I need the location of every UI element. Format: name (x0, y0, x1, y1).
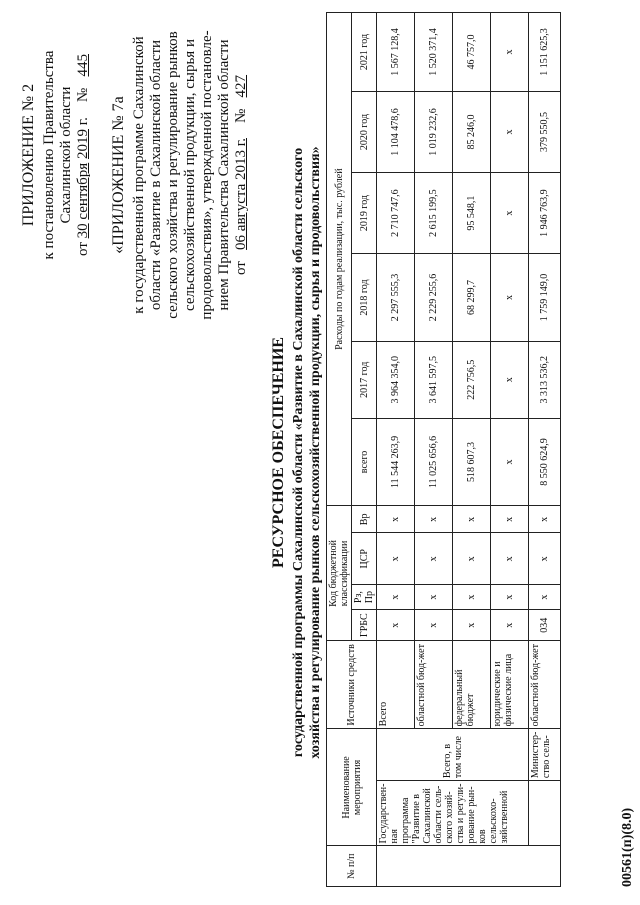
header-expenses: Расходы по годам реализации, тыс. рублей (327, 13, 352, 506)
cell-total: 8 550 624,9 (529, 418, 561, 506)
cell-program-name: Государствен-ная программа "Развитие в Сахалинской области сель-ского хозяй-ства и регули-рование рын-ков сельскохо-зяйственной (377, 781, 529, 846)
appendix-7a-no-label: № (233, 108, 249, 124)
cell-ministry: Министер-ство сель- (529, 729, 561, 781)
cell-rzpr: х (529, 585, 561, 610)
appendix-7a-line2: области «Развитие в Сахалинской области (148, 39, 164, 311)
cell-csr: х (377, 533, 415, 585)
cell-grbs: 034 (529, 609, 561, 641)
header-year-2019: 2019 год (352, 173, 377, 254)
cell-2018: 2 297 555,3 (377, 254, 415, 342)
cell-2021: 1 520 371,4 (415, 13, 453, 92)
cell-2019: 2 615 199,5 (415, 173, 453, 254)
cell-2020: 1 104 478,6 (377, 91, 415, 172)
appendix-7a-date-prefix: от (233, 261, 249, 276)
cell-csr: х (453, 533, 491, 585)
cell-2020: 379 550,5 (529, 91, 561, 172)
header-year-2021: 2021 год (352, 13, 377, 92)
cell-2019: 1 946 763,9 (529, 173, 561, 254)
cell-2018: 1 759 149,0 (529, 254, 561, 342)
header-csr: ЦСР (352, 533, 377, 585)
cell-2021: 1 151 625,3 (529, 13, 561, 92)
appendix-2-date-prefix: от (75, 242, 91, 256)
appendix-7a-line4: сельскохозяйственной продукции, сырья и (182, 39, 198, 311)
cell-2019: х (491, 173, 529, 254)
cell-vr: х (453, 506, 491, 533)
appendix-2-title: ПРИЛОЖЕНИЕ № 2 (20, 83, 37, 227)
cell-group-all: Всего, в том числе (377, 729, 529, 781)
appendix-2-block (20, 45, 92, 265)
header-year-2018: 2018 год (352, 254, 377, 342)
cell-vr: х (491, 506, 529, 533)
header-year-2020: 2020 год (352, 91, 377, 172)
header-num: № п/п (327, 846, 377, 887)
cell-2017: 3 641 597,5 (415, 341, 453, 418)
cell-total: 518 607,3 (453, 418, 491, 506)
appendix-2-line2: Сахалинской области (58, 86, 74, 224)
table-row (529, 13, 561, 887)
cell-rzpr: х (491, 585, 529, 610)
cell-2021: 46 757,0 (453, 13, 491, 92)
table-row (377, 13, 415, 887)
cell-grbs: х (491, 609, 529, 641)
cell-2020: х (491, 91, 529, 172)
appendix-2-no-value: 445 (75, 54, 91, 77)
appendix-7a-line1: к государственной программе Сахалинской (131, 36, 147, 314)
cell-2020: 85 246,0 (453, 91, 491, 172)
cell-2019: 95 548,1 (453, 173, 491, 254)
cell-program-name-cont (529, 781, 561, 846)
cell-rzpr: х (453, 585, 491, 610)
cell-2021: 1 567 128,4 (377, 13, 415, 92)
cell-2017: 3 313 536,2 (529, 341, 561, 418)
document-subtitle-line1: государственной программы Сахалинской области «Развитие в Сахалинской области сельского (291, 147, 306, 758)
cell-rzpr: х (415, 585, 453, 610)
header-total: всего (352, 418, 377, 506)
cell-csr: х (491, 533, 529, 585)
appendix-7a-date-value: 06 августа 2013 г. (233, 138, 249, 250)
cell-rzpr: х (377, 585, 415, 610)
appendix-7a-date-line (233, 25, 250, 325)
cell-source: областной бюд-жет (529, 641, 561, 729)
cell-2021: х (491, 13, 529, 92)
cell-total: х (491, 418, 529, 506)
header-year-2017: 2017 год (352, 341, 377, 418)
cell-2020: 1 019 232,6 (415, 91, 453, 172)
cell-vr: х (529, 506, 561, 533)
cell-csr: х (529, 533, 561, 585)
table-header-row (327, 13, 352, 887)
appendix-2-date-year: 2019 (75, 129, 91, 160)
cell-grbs: х (453, 609, 491, 641)
resource-table (326, 12, 561, 887)
header-vr: Вр (352, 506, 377, 533)
appendix-7a-block (110, 25, 250, 325)
appendix-2-no-label: № (75, 87, 91, 103)
cell-vr: х (415, 506, 453, 533)
cell-2018: х (491, 254, 529, 342)
appendix-2-date-suffix: г. (75, 117, 91, 126)
cell-total: 11 544 263,9 (377, 418, 415, 506)
cell-csr: х (415, 533, 453, 585)
appendix-7a-line6: нием Правительства Сахалинской области (216, 39, 232, 311)
appendix-7a-line3: сельского хозяйства и регулирование рынков (165, 31, 181, 319)
header-source: Источники средств (327, 641, 377, 729)
cell-2018: 68 299,7 (453, 254, 491, 342)
cell-source: Всего (377, 641, 415, 729)
header-budget-code: Код бюджетной классификации (327, 506, 352, 641)
document-code: 00561(п)(8.0) (620, 807, 635, 887)
cell-source: юридические и физические лица (491, 641, 529, 729)
cell-grbs: х (415, 609, 453, 641)
cell-2018: 2 229 255,6 (415, 254, 453, 342)
document-title: РЕСУРСНОЕ ОБЕСПЕЧЕНИЕ (270, 337, 287, 568)
document-subtitle-line2: хозяйства и регулирование рынков сельскохозяйственной продукции, сырья и продовольствия» (308, 146, 323, 759)
appendix-2-line1: к постановлению Правительства (41, 50, 57, 260)
cell-2017: 222 756,5 (453, 341, 491, 418)
cell-grbs: х (377, 609, 415, 641)
header-name: Наименование мероприятия (327, 729, 377, 846)
appendix-7a-line5: продовольствия», утвержденной постановле- (199, 30, 215, 320)
cell-source: областной бюд-жет (415, 641, 453, 729)
cell-total: 11 025 656,6 (415, 418, 453, 506)
cell-2017: х (491, 341, 529, 418)
cell-2019: 2 710 747,6 (377, 173, 415, 254)
appendix-2-date-day: 30 (75, 223, 91, 239)
cell-num (377, 846, 561, 887)
cell-source: федеральный бюджет (453, 641, 491, 729)
appendix-2-date-line (75, 45, 92, 265)
appendix-7a-title: «ПРИЛОЖЕНИЕ № 7а (110, 96, 127, 254)
appendix-2-date-month: сентября (75, 162, 91, 220)
header-grbs: ГРБС (352, 609, 377, 641)
appendix-7a-no-value: 427 (233, 74, 249, 98)
header-rzpr: Рз, Пр (352, 585, 377, 610)
cell-vr: х (377, 506, 415, 533)
cell-2017: 3 964 354,0 (377, 341, 415, 418)
